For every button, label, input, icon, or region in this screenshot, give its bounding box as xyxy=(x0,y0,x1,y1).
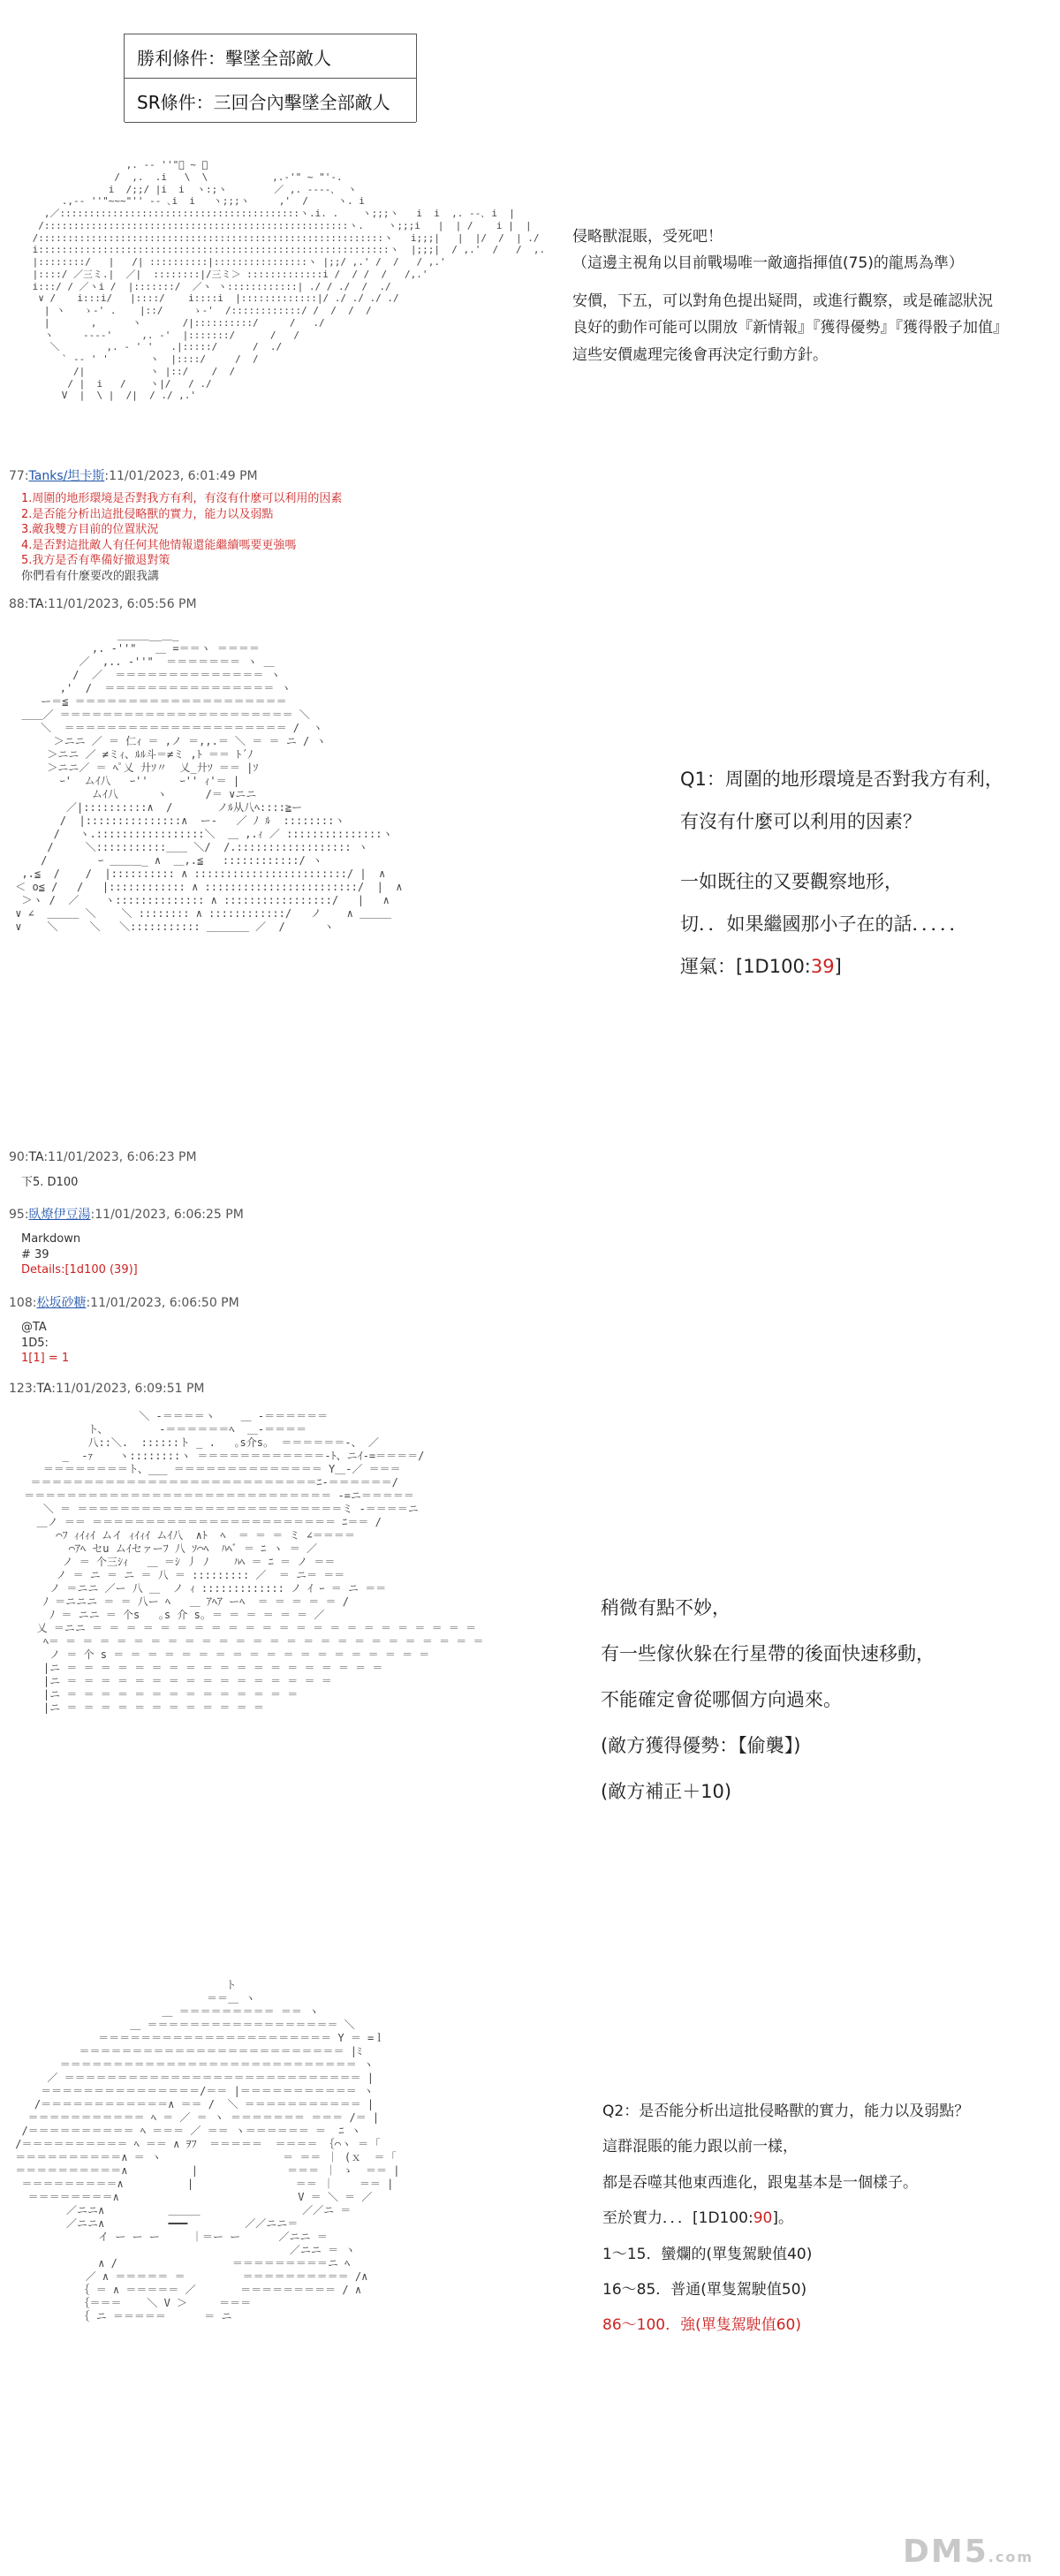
post-author: TA xyxy=(36,1382,52,1396)
post-footer-text: 你們看有什麼要改的跟我講 xyxy=(21,569,160,583)
panel2-narration xyxy=(680,765,1051,979)
post-date: 11/01/2023, 6:05:56 PM xyxy=(48,597,197,611)
panel3-narration xyxy=(601,1594,1042,1804)
victory-conditions-box xyxy=(124,34,417,122)
post-author-link[interactable]: 松坂砂糖 xyxy=(36,1296,87,1310)
question-line: Q2：是否能分析出這批侵略獸的實力，能力以及弱點？ xyxy=(602,2102,970,2120)
narration-line: 安價，下五，可以對角色提出疑問，或進行觀察，或是確認狀況 xyxy=(572,292,993,310)
post-header-108: 108:松坂砂糖:11/01/2023, 6:06:50 PM xyxy=(9,1296,239,1310)
post-date: 11/01/2023, 6:09:51 PM xyxy=(55,1382,205,1396)
result-option: 1～15．蠻爛的(單隻駕駛值40) xyxy=(602,2245,813,2263)
dice-roll-value: 90 xyxy=(753,2209,773,2228)
win-condition: 勝利條件：擊墜全部敵人 xyxy=(137,48,331,69)
post-line: 1D5: xyxy=(21,1336,49,1350)
post-body-95 xyxy=(21,1231,138,1278)
site-watermark xyxy=(903,2534,1034,2570)
post-number: 123: xyxy=(9,1382,37,1396)
watermark-main: DM5 xyxy=(903,2534,988,2570)
narration-line: 稍微有點不妙， xyxy=(601,1597,731,1618)
post-number: 90: xyxy=(9,1150,29,1164)
post-author-link[interactable]: 臥燎伊豆湯 xyxy=(28,1208,91,1222)
post-number: 108: xyxy=(9,1296,37,1310)
post-body-108 xyxy=(21,1320,69,1367)
post-header-123: 123:TA:11/01/2023, 6:09:51 PM xyxy=(9,1382,205,1396)
post-line: Markdown xyxy=(21,1232,81,1246)
post-author: TA xyxy=(28,1150,44,1164)
list-item: 1.周圍的地形環境是否對我方有利，有沒有什麼可以利用的因素 xyxy=(21,492,343,505)
post-header-95: 95:臥燎伊豆湯:11/01/2023, 6:06:25 PM xyxy=(9,1208,244,1222)
narration-line: 這些安價處理完後會再決定行動方針。 xyxy=(572,345,828,364)
dice-roll xyxy=(602,2209,1053,2227)
post-date: 11/01/2023, 6:06:23 PM xyxy=(48,1150,197,1164)
dice-roll-end: ] xyxy=(834,956,842,977)
dice-roll-label: 至於實力．．．[1D100: xyxy=(602,2209,753,2228)
post-author: TA xyxy=(28,597,44,611)
post-author-link[interactable]: Tanks/坦卡斯 xyxy=(28,469,105,483)
ascii-art-character-closed-eyes: ト ＝＝＿ ヽ ＿ ＝＝＝＝＝＝＝＝＝ ＝＝ ヽ ＿ ＝＝＝＝＝＝＝＝＝＝＝＝＝＝＝＝＝＝ ＼ ＝＝＝＝＝＝＝＝＝＝＝＝＝＝＝＝＝＝＝＝＝＝ Y ＝ =ｌ ＝＝＝＝＝＝＝＝＝＝＝＝＝＝＝＝＝＝＝＝＝＝＝＝＝ |ﾐ ＝＝＝＝＝＝＝＝＝＝＝＝＝＝＝＝＝＝＝＝＝＝＝＝＝＝＝＝ ヽ ／ ＝＝＝＝＝＝＝＝＝＝＝＝＝＝＝＝＝＝＝＝＝＝＝＝＝＝＝＝ | ＝＝＝＝＝＝＝＝＝＝＝＝＝＝＝/＝＝ |＝＝＝＝＝＝＝＝＝＝＝ ヽ /＝＝＝＝＝＝＝＝＝＝＝＝∧ ＝＝ / ＼ ＝＝＝＝＝＝＝＝＝＝＝ | ＝＝＝＝＝＝＝＝＝＝＝ ﾍ ＝ ／ ＝ ヽ ＝＝＝＝＝＝＝ ＝＝＝ /＝ | /＝＝＝＝＝＝＝＝＝＝ ﾍ ＝＝＝ ／ ＝＝ ヽ＝＝＝＝＝＝ ＝ ﾆ ヽ /＝＝＝＝＝＝＝＝＝＝ ﾍ ＝＝ ∧ ｦﾌ ＝＝＝＝＝ ＝＝＝＝ ｛⌒ヽ ＝ ｢ ＝＝＝＝＝＝＝＝＝＝∧ ＝ ヽ ＝ ＝＝ ｜ (ｘ ＝ ｢ ＝＝＝＝＝＝＝＝＝＝∧ | ＝＝＝ ｜ ゝ ＝＝ | ＝＝＝＝＝＝＝＝＝∧ | ＝＝ ｜ ＝＝ | ＝＝＝＝＝＝＝＝∧ V ＝ ＼ ＝ ／ ／ニニ∧ ＿＿＿ ／／ニ ＝ ／ニニ∧ ━━━ ／／ニニ＝ イ ー ー ー ｜＝ー ー ／ニニ ＝ ／ニニ ＝ ヽ ∧ / ＝＝＝＝＝＝＝＝＝ニ ﾍ ／ ∧ ＝＝＝＝＝ ＝ ＝＝＝＝＝＝＝＝＝＝ /∧ ｛ ＝ ∧ ＝＝＝＝＝ ／ ＝＝＝＝＝＝＝＝＝ / ∧ ｛＝＝＝ ＼ V ＞ ＝＝＝ ｛ ニ ＝＝＝＝＝ ＝ ニ xyxy=(15,1979,400,2322)
narration-line: 切．．如果繼國那小子在的話．．．．． xyxy=(680,913,968,935)
post-date: 11/01/2023, 6:06:25 PM xyxy=(95,1208,244,1222)
post-line: # 39 xyxy=(21,1247,49,1261)
narration-line: (敵方補正＋10) xyxy=(601,1781,732,1802)
narration-line: 一如既往的又要觀察地形， xyxy=(680,871,903,892)
question-line: 有沒有什麼可以利用的因素？ xyxy=(680,811,921,832)
list-item: 2.是否能分析出這批侵略獸的實力，能力以及弱點 xyxy=(21,507,274,521)
post-header-77: 77:Tanks/坦卡斯:11/01/2023, 6:01:49 PM xyxy=(9,469,258,483)
question-line: Q1：周圍的地形環境是否對我方有利， xyxy=(680,769,1003,790)
post-number: 77: xyxy=(9,469,29,483)
ascii-art-character-spiky-hair: ＼ -＝＝＝＝ヽ ＿ -＝＝＝＝＝＝ ト、 -＝＝＝＝＝＝ﾍ ＿-＝＝＝＝ 八::＼. ::::::ト _ . ｡s介s｡ ＝＝＝＝＝＝-、 ／ _ -ｧ ヽ::::::::ヽ ＝＝＝＝＝＝＝＝＝＝＝＝-ﾄ、ニｲ-=＝＝＝＝/ ＝＝＝＝＝＝＝＝ト、___ ＝＝＝＝＝＝＝＝＝＝＝＝＝＝ Y＿-／ ＝＝＝ ＝＝＝＝＝＝＝＝＝＝＝＝＝＝＝＝＝＝＝＝＝＝＝＝＝＝＝ﾆ-＝＝＝＝＝＝/ ＝＝＝＝＝＝＝＝＝＝＝＝＝＝＝＝＝＝＝＝＝＝＝＝＝＝＝＝＝ -=ニ＝＝＝＝＝ ＼ ＝ ＝＝＝＝＝＝＝＝＝＝＝＝＝＝＝＝＝＝＝＝＝＝＝＝＝ミ -＝＝＝＝ニ ＿ノ ＝＝ ＝＝＝＝＝＝＝＝＝＝＝＝＝＝＝＝＝＝＝＝＝＝＝ ﾆ＝＝ / ⌒ﾌ ｨｲｨｲ ムイ ｨｲｨｲ ムｲ八 ∧ﾄ ﾍ ＝ ＝ ＝ ミ ∠＝＝＝＝ ⌒ｱﾍ セu ムｲセァーﾌ 八 ｿ⌒ﾍ ﾊﾍﾞ ＝ ﾆ ヽ ＝ ／ ノ ＝ 个三ｼｨ ＿ ＝ｼ 丿 ﾉ ﾊﾍ ＝ ﾆ ＝ ノ ＝＝ ノ ＝ ニ ＝ ニ ＝ 八 ＝ ::::::::: ／ ＝ ニ＝ ＝＝ ノ ＝ニニ ／ー 八 ＿ ノ ｨ ::::::::::::: ノ ｲ ｰ ＝ ニ ＝＝ ﾉ ＝ニニニ ＝ ＝ 八ー ﾍ ＿ ｱﾍｱ ーﾍ ＝ ＝ ＝ ＝ ＝ / ﾉ ＝ ニニ ＝ 个s ｡s 介 s｡ ＝ ＝ ＝ ＝ ＝ ＝ ／ 乂 ＝ニニ ＝ ＝ ＝ ＝ ＝ ＝ ＝ ＝ ＝ ＝ ＝ ＝ ＝ ＝ ＝ ＝ ＝ ＝ ＝ ＝ ＝ ＝ ＝ ﾍ＝ ＝ ＝ ＝ ＝ ＝ ＝ ＝ ＝ ＝ ＝ ＝ ＝ ＝ ＝ ＝ ＝ ＝ ＝ ＝ ＝ ＝ ＝ ＝ ＝ ＝ ノ ＝ 个 s ＝ ＝ ＝ ＝ ＝ ＝ ＝ ＝ ＝ ＝ ＝ ＝ ＝ ＝ ＝ ＝ ＝ ＝ ＝ |ニ ＝ ＝ ＝ ＝ ＝ ＝ ＝ ＝ ＝ ＝ ＝ ＝ ＝ ＝ ＝ ＝ ＝ ＝ ＝ |ニ ＝ ＝ ＝ ＝ ＝ ＝ ＝ ＝ ＝ ＝ ＝ ＝ ＝ ＝ ＝ ＝ |ニ ＝ ＝ ＝ ＝ ＝ ＝ ＝ ＝ ＝ ＝ ＝ ＝ ＝ ＝ |ニ ＝ ＝ ＝ ＝ ＝ ＝ ＝ ＝ ＝ ＝ ＝ ＝ xyxy=(24,1410,484,1714)
post-body-77 xyxy=(21,491,342,584)
post-date: 11/01/2023, 6:01:49 PM xyxy=(109,469,258,483)
sr-condition: SR條件：三回合內擊墜全部敵人 xyxy=(137,92,390,113)
list-item: 3.敵我雙方目前的位置狀況 xyxy=(21,523,159,537)
post-header-90: 90:TA:11/01/2023, 6:06:23 PM xyxy=(9,1150,197,1164)
result-option-selected: 86～100．強(單隻駕駛值60) xyxy=(602,2316,801,2335)
dice-roll-label: 運氣：[1D100: xyxy=(680,956,811,977)
list-item: 5.我方是否有準備好撤退對策 xyxy=(21,554,170,568)
narration-line: 都是吞噬其他東西進化，跟鬼基本是一個樣子。 xyxy=(602,2173,918,2192)
narration-line: (敵方獲得優勢：【偷襲】) xyxy=(601,1735,801,1756)
narration-line: 侵略獸混賬，受死吧！ xyxy=(572,228,723,246)
watermark-sub: .com xyxy=(988,2549,1034,2565)
narration-line: 良好的動作可能可以開放『新情報』『獲得優勢』『獲得骰子加值』 xyxy=(572,319,1008,337)
list-item: 4.是否對這批敵人有任何其他情報還能繼續嗎要更強嗎 xyxy=(21,538,297,552)
post-date: 11/01/2023, 6:06:50 PM xyxy=(90,1296,239,1310)
post-line: @TA xyxy=(21,1321,47,1334)
narration-line: （這邊主視角以目前戰場唯一敵適指揮值(75)的龍馬為準） xyxy=(572,254,964,273)
narration-line: 這群混賬的能力跟以前一樣， xyxy=(602,2138,798,2156)
result-option: 16～85．普通(單隻駕駛值50) xyxy=(602,2280,807,2299)
post-body-90: 下5. D100 xyxy=(21,1176,79,1189)
ascii-art-character-hat: ＿＿＿__＿_ ,. ‐''" ＿ =＝＝ヽ ＝＝＝＝ ／ ,.. ‐''" ＝＝＝＝＝＝＝ ヽ ＿ / ／ ＝＝＝＝＝＝＝＝＝＝＝＝＝＝ ヽ ,' / ＝＝＝＝＝＝＝＝＝＝＝＝＝＝＝＝ ヽ ー＝≦ ＝＝＝＝＝＝＝＝＝＝＝＝＝＝＝＝＝＝＝＝ ＿＿／ ＝＝＝＝＝＝＝＝＝＝＝＝＝＝＝＝＝＝＝＝＝＝ ＼ ＼ ＝＝＝＝＝＝＝＝＝＝＝＝＝＝＝＝＝＝＝＝＝ / ヽ ＞ニニ ／ ＝ 仁ｨ ＝ ,ノ ＝,,.＝ ＼ ＝ ＝ ニ / ヽ ＞ニニ ／ ≠ミｨ、ﾙﾙ斗＝≠ミ ,ﾄ ＝＝ ﾄ´ﾉ ＞ニニ／ ＝ ﾍﾟ乂 廾ｿ〃 乂_廾ｿ ＝＝ |ｿ ｰ' ムｲ八 ｰ'' ｰ'' ｨ'＝ | ムｲ八 ヽ /＝ ∨ニニ ／|::::::::::∧ / ノﾙ从八ﾍ::::≧ー / |:::::::::::::::∧ ー‐ ／ ﾉ ﾙ ::::::::ヽ / ヽ.:::::::::::::::::＼ ＿ ,.ｨ ／ :::::::::::::::ヽ / ＼:::::::::::＿＿ ＼/ /.:::::::::::::::::: ヽ / ｰ ＿＿＿_ ∧ ＿,.≦ ::::::::::::/ ヽ ,.≦ / / |:::::::::: ∧ ::::::::::::::::::::::::/ | ∧ ＜ o≦ / / |:::::::::::: ∧ ::::::::::::::::::::::::/ | ∧ ＞ヽ / ／ ヽ:::::::::::::: ∧ :::::::::::::::::/ | ∧ ∨ ∠ ＿＿＿ ＼ ＼ :::::::: ∧ ::::::::::::/ ノ ∧ ＿＿＿ ∨ ＼ ＼ ＼::::::::::: ＿＿＿＿ ／ / ヽ xyxy=(15,629,403,933)
post-line: 1[1] = 1 xyxy=(21,1352,70,1366)
post-header-88: 88:TA:11/01/2023, 6:05:56 PM xyxy=(9,597,197,611)
post-number: 95: xyxy=(9,1208,29,1222)
narration-line: 不能確定會從哪個方向過來。 xyxy=(601,1689,842,1710)
panel4-narration xyxy=(602,2102,1053,2335)
ascii-art-dragon-horse: ,. -‐ ''"ﾞ ~ ､ / ,. .i \ \ ,.-'" ~ "'‐. i /;;/ |i i ヽ:;ヽ ／ ,. -‐‐-､ ヽ .,-‐ ''"~~~"'' ‐- ､i i ヽ;;;ヽ ,' / ヽ. i ,／:::::::::::::::::::::::::::::::::::::::::ヽ.i. . ヽ;;;ヽ i i ,. -‐､ i | /::::::::::::::::::::::::::::::::::::::::::::::::::::ヽ. ヽ;;;i | | / i | | /:::::::::::::::::::::::::::::::::::::::::::::::::::::::::::ヽ i;;;| | |/ / | ./ i::::::::::::::::::::::::::::::::::::::::::::::::::::::::::::ヽ |;;;| / ,.' / / ,. |::::::::/ | /| ::::::::::|::::::::::::::::ヽ |;;/ ,.' / / / ,.' |::::/ ／三ミ.| ／| ::::::::|/三ミ＞ :::::::::::::i / / / / /,.' i:::/ / ／ヽi / |:::::::/ ／ヽ ヽ::::::::::::| ./ / ./ / ./ ∨ / i:::i/ |::::/ i::::i |:::::::::::::|/ ./ ./ ./ ./ | ヽ ゝ-' . |::/ ゝ-' /::::::::::::/ / / / / | , ヽ /|::::::::::/ / ./ ヽ ‐--‐' ,. -' |:::::::/ / / ＼ ,. - ' ' .|:::::/ / ./ ` ‐- ' ' ヽ |::::/ / / /| ヽ |::/ / / / | i / ヽ|/ / ./ V | \ | /| / ./ ,.' xyxy=(32,159,546,402)
panel1-narration xyxy=(572,228,1032,364)
dice-roll xyxy=(680,952,1051,979)
post-line: Details:[1d100 (39)] xyxy=(21,1263,138,1277)
post-number: 88: xyxy=(9,597,29,611)
narration-line: 有一些傢伙躲在行星帶的後面快速移動， xyxy=(601,1643,935,1664)
dice-roll-value: 39 xyxy=(810,956,835,977)
dice-roll-end: ]。 xyxy=(772,2209,793,2228)
